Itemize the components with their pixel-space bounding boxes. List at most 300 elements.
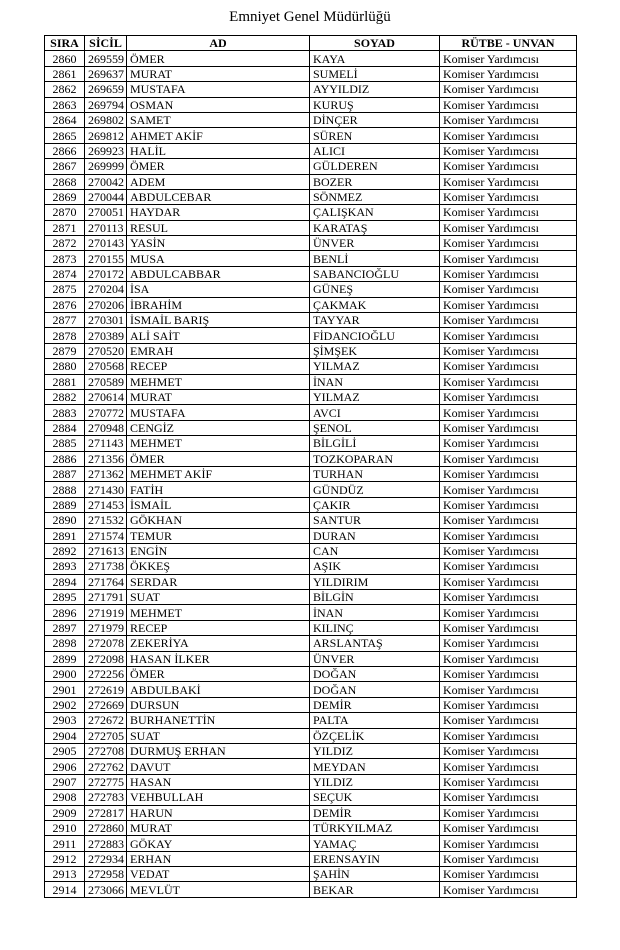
cell-soyad: ALICI (310, 143, 440, 158)
cell-sira: 2862 (45, 82, 85, 97)
cell-ad: ERHAN (127, 851, 310, 866)
table-row (45, 528, 577, 543)
cell-rutbe-unvan: Komiser Yardımcısı (440, 82, 577, 97)
table-row (45, 605, 577, 620)
cell-sicil: 271791 (85, 590, 127, 605)
table-row (45, 297, 577, 312)
cell-rutbe-unvan: Komiser Yardımcısı (440, 620, 577, 635)
cell-sicil: 270301 (85, 313, 127, 328)
cell-ad: ENGİN (127, 543, 310, 558)
cell-sicil: 272775 (85, 774, 127, 789)
table-row (45, 574, 577, 589)
cell-sira: 2860 (45, 51, 85, 66)
cell-soyad: DOĞAN (310, 682, 440, 697)
table-row (45, 820, 577, 835)
cell-ad: MEHMET (127, 436, 310, 451)
cell-sicil: 270614 (85, 389, 127, 404)
cell-sira: 2891 (45, 528, 85, 543)
table-row (45, 466, 577, 481)
cell-rutbe-unvan: Komiser Yardımcısı (440, 790, 577, 805)
cell-soyad: AVCI (310, 405, 440, 420)
header-soyad: SOYAD (310, 36, 440, 51)
cell-sira: 2871 (45, 220, 85, 235)
cell-sira: 2869 (45, 189, 85, 204)
cell-rutbe-unvan: Komiser Yardımcısı (440, 497, 577, 512)
cell-soyad: MEYDAN (310, 759, 440, 774)
header-ad: AD (127, 36, 310, 51)
table-row (45, 667, 577, 682)
cell-sira: 2873 (45, 251, 85, 266)
cell-rutbe-unvan: Komiser Yardımcısı (440, 697, 577, 712)
cell-ad: RECEP (127, 359, 310, 374)
cell-sicil: 271453 (85, 497, 127, 512)
cell-sicil: 272256 (85, 667, 127, 682)
cell-ad: GÖKHAN (127, 513, 310, 528)
table-row (45, 728, 577, 743)
header-row (45, 36, 577, 51)
table-row (45, 143, 577, 158)
cell-sicil: 269999 (85, 159, 127, 174)
cell-soyad: ÜNVER (310, 236, 440, 251)
cell-sira: 2864 (45, 112, 85, 127)
cell-ad: MEHMET (127, 374, 310, 389)
cell-soyad: SÜREN (310, 128, 440, 143)
cell-sicil: 270113 (85, 220, 127, 235)
cell-soyad: TOZKOPARAN (310, 451, 440, 466)
header-rutbe-unvan: RÜTBE - UNVAN (440, 36, 577, 51)
cell-sicil: 270143 (85, 236, 127, 251)
cell-sira: 2893 (45, 559, 85, 574)
cell-sira: 2882 (45, 389, 85, 404)
cell-rutbe-unvan: Komiser Yardımcısı (440, 51, 577, 66)
cell-soyad: BİLGİN (310, 590, 440, 605)
cell-sira: 2913 (45, 867, 85, 882)
cell-soyad: TÜRKYILMAZ (310, 820, 440, 835)
cell-sira: 2874 (45, 266, 85, 281)
cell-ad: GÖKAY (127, 836, 310, 851)
cell-sicil: 271979 (85, 620, 127, 635)
cell-ad: AHMET AKİF (127, 128, 310, 143)
cell-rutbe-unvan: Komiser Yardımcısı (440, 174, 577, 189)
cell-sicil: 272762 (85, 759, 127, 774)
cell-rutbe-unvan: Komiser Yardımcısı (440, 251, 577, 266)
table-row (45, 713, 577, 728)
cell-soyad: SUMELİ (310, 66, 440, 81)
cell-sicil: 272672 (85, 713, 127, 728)
cell-sicil: 272883 (85, 836, 127, 851)
cell-sicil: 271430 (85, 482, 127, 497)
cell-rutbe-unvan: Komiser Yardımcısı (440, 574, 577, 589)
cell-sicil: 271143 (85, 436, 127, 451)
cell-sira: 2899 (45, 651, 85, 666)
cell-soyad: BEKAR (310, 882, 440, 897)
cell-sicil: 270044 (85, 189, 127, 204)
cell-soyad: DEMİR (310, 697, 440, 712)
cell-rutbe-unvan: Komiser Yardımcısı (440, 266, 577, 281)
table-row (45, 389, 577, 404)
table-row (45, 836, 577, 851)
cell-soyad: ŞİMŞEK (310, 343, 440, 358)
cell-rutbe-unvan: Komiser Yardımcısı (440, 743, 577, 758)
table-row (45, 436, 577, 451)
cell-sira: 2911 (45, 836, 85, 851)
cell-sira: 2898 (45, 636, 85, 651)
cell-sicil: 272705 (85, 728, 127, 743)
header-sira: SIRA (45, 36, 85, 51)
cell-sira: 2866 (45, 143, 85, 158)
cell-ad: MUSTAFA (127, 82, 310, 97)
cell-ad: DAVUT (127, 759, 310, 774)
table-row (45, 112, 577, 127)
table-row (45, 697, 577, 712)
cell-soyad: ÇAKIR (310, 497, 440, 512)
cell-soyad: CAN (310, 543, 440, 558)
table-row (45, 636, 577, 651)
cell-soyad: SÖNMEZ (310, 189, 440, 204)
cell-sira: 2870 (45, 205, 85, 220)
cell-ad: MEHMET AKİF (127, 466, 310, 481)
cell-sira: 2889 (45, 497, 85, 512)
cell-sira: 2907 (45, 774, 85, 789)
cell-ad: MURAT (127, 820, 310, 835)
cell-sicil: 271764 (85, 574, 127, 589)
cell-sicil: 270204 (85, 282, 127, 297)
cell-sira: 2895 (45, 590, 85, 605)
table-row (45, 359, 577, 374)
cell-rutbe-unvan: Komiser Yardımcısı (440, 297, 577, 312)
cell-ad: ALİ SAİT (127, 328, 310, 343)
cell-ad: FATİH (127, 482, 310, 497)
cell-rutbe-unvan: Komiser Yardımcısı (440, 389, 577, 404)
cell-ad: MEHMET (127, 605, 310, 620)
cell-ad: MURAT (127, 389, 310, 404)
table-row (45, 620, 577, 635)
cell-rutbe-unvan: Komiser Yardımcısı (440, 220, 577, 235)
cell-sira: 2876 (45, 297, 85, 312)
cell-rutbe-unvan: Komiser Yardımcısı (440, 851, 577, 866)
cell-ad: VEDAT (127, 867, 310, 882)
cell-rutbe-unvan: Komiser Yardımcısı (440, 143, 577, 158)
cell-rutbe-unvan: Komiser Yardımcısı (440, 636, 577, 651)
cell-rutbe-unvan: Komiser Yardımcısı (440, 528, 577, 543)
cell-sicil: 271574 (85, 528, 127, 543)
cell-ad: ABDULBAKİ (127, 682, 310, 697)
table-row (45, 543, 577, 558)
cell-ad: ZEKERİYA (127, 636, 310, 651)
cell-sira: 2908 (45, 790, 85, 805)
cell-soyad: KILINÇ (310, 620, 440, 635)
cell-soyad: BENLİ (310, 251, 440, 266)
cell-ad: HAYDAR (127, 205, 310, 220)
cell-soyad: GÜNDÜZ (310, 482, 440, 497)
cell-soyad: FİDANCIOĞLU (310, 328, 440, 343)
cell-sicil: 269923 (85, 143, 127, 158)
cell-sicil: 270948 (85, 420, 127, 435)
cell-ad: İSMAİL BARIŞ (127, 313, 310, 328)
cell-soyad: PALTA (310, 713, 440, 728)
cell-rutbe-unvan: Komiser Yardımcısı (440, 451, 577, 466)
cell-soyad: YILMAZ (310, 389, 440, 404)
table-body (45, 51, 577, 897)
cell-sicil: 270206 (85, 297, 127, 312)
cell-soyad: SABANCIOĞLU (310, 266, 440, 281)
cell-soyad: DOĞAN (310, 667, 440, 682)
header-sicil: SİCİL (85, 36, 127, 51)
cell-sira: 2872 (45, 236, 85, 251)
cell-rutbe-unvan: Komiser Yardımcısı (440, 205, 577, 220)
cell-ad: CENGİZ (127, 420, 310, 435)
table-row (45, 867, 577, 882)
cell-sicil: 271919 (85, 605, 127, 620)
cell-sira: 2909 (45, 805, 85, 820)
cell-rutbe-unvan: Komiser Yardımcısı (440, 313, 577, 328)
cell-sira: 2875 (45, 282, 85, 297)
cell-sira: 2881 (45, 374, 85, 389)
cell-soyad: GÜLDEREN (310, 159, 440, 174)
cell-sira: 2902 (45, 697, 85, 712)
cell-ad: SUAT (127, 728, 310, 743)
cell-sicil: 269637 (85, 66, 127, 81)
cell-rutbe-unvan: Komiser Yardımcısı (440, 374, 577, 389)
cell-soyad: ARSLANTAŞ (310, 636, 440, 651)
cell-rutbe-unvan: Komiser Yardımcısı (440, 820, 577, 835)
cell-ad: HASAN (127, 774, 310, 789)
table-row (45, 66, 577, 81)
cell-ad: ÖKKEŞ (127, 559, 310, 574)
cell-sira: 2910 (45, 820, 85, 835)
cell-rutbe-unvan: Komiser Yardımcısı (440, 836, 577, 851)
table-row (45, 790, 577, 805)
cell-soyad: İNAN (310, 374, 440, 389)
cell-sicil: 272669 (85, 697, 127, 712)
cell-sira: 2880 (45, 359, 85, 374)
cell-sicil: 272958 (85, 867, 127, 882)
cell-rutbe-unvan: Komiser Yardımcısı (440, 682, 577, 697)
cell-soyad: ÇALIŞKAN (310, 205, 440, 220)
cell-sicil: 270568 (85, 359, 127, 374)
cell-ad: ÖMER (127, 451, 310, 466)
cell-soyad: ÇAKMAK (310, 297, 440, 312)
table-row (45, 590, 577, 605)
cell-ad: MUSTAFA (127, 405, 310, 420)
cell-sicil: 269794 (85, 97, 127, 112)
cell-soyad: DİNÇER (310, 112, 440, 127)
cell-ad: ABDULCABBAR (127, 266, 310, 281)
cell-ad: HASAN İLKER (127, 651, 310, 666)
cell-soyad: YILDIZ (310, 743, 440, 758)
table-row (45, 174, 577, 189)
table-row (45, 882, 577, 897)
cell-rutbe-unvan: Komiser Yardımcısı (440, 774, 577, 789)
cell-sira: 2912 (45, 851, 85, 866)
cell-ad: MEVLÜT (127, 882, 310, 897)
cell-sicil: 271356 (85, 451, 127, 466)
cell-sira: 2892 (45, 543, 85, 558)
cell-rutbe-unvan: Komiser Yardımcısı (440, 112, 577, 127)
cell-sicil: 269802 (85, 112, 127, 127)
cell-sicil: 269812 (85, 128, 127, 143)
cell-soyad: ŞENOL (310, 420, 440, 435)
cell-soyad: DEMİR (310, 805, 440, 820)
table-row (45, 51, 577, 66)
cell-soyad: AŞIK (310, 559, 440, 574)
cell-sicil: 270051 (85, 205, 127, 220)
cell-rutbe-unvan: Komiser Yardımcısı (440, 466, 577, 481)
cell-soyad: YILDIZ (310, 774, 440, 789)
cell-sira: 2861 (45, 66, 85, 81)
cell-rutbe-unvan: Komiser Yardımcısı (440, 543, 577, 558)
cell-ad: ÖMER (127, 159, 310, 174)
cell-sira: 2863 (45, 97, 85, 112)
cell-sicil: 272078 (85, 636, 127, 651)
cell-ad: BURHANETTİN (127, 713, 310, 728)
table-row (45, 251, 577, 266)
table-row (45, 328, 577, 343)
cell-ad: VEHBULLAH (127, 790, 310, 805)
table-row (45, 189, 577, 204)
cell-rutbe-unvan: Komiser Yardımcısı (440, 159, 577, 174)
table-row (45, 497, 577, 512)
cell-rutbe-unvan: Komiser Yardımcısı (440, 420, 577, 435)
cell-ad: HALİL (127, 143, 310, 158)
table-row (45, 405, 577, 420)
cell-sicil: 271362 (85, 466, 127, 481)
cell-sira: 2896 (45, 605, 85, 620)
cell-rutbe-unvan: Komiser Yardımcısı (440, 405, 577, 420)
cell-ad: İSMAİL (127, 497, 310, 512)
cell-ad: İBRAHİM (127, 297, 310, 312)
cell-sicil: 272860 (85, 820, 127, 835)
cell-rutbe-unvan: Komiser Yardımcısı (440, 482, 577, 497)
cell-soyad: SANTUR (310, 513, 440, 528)
cell-sicil: 269559 (85, 51, 127, 66)
cell-rutbe-unvan: Komiser Yardımcısı (440, 867, 577, 882)
table-row (45, 236, 577, 251)
table-row (45, 420, 577, 435)
cell-ad: MURAT (127, 66, 310, 81)
cell-soyad: YILMAZ (310, 359, 440, 374)
cell-ad: ÖMER (127, 51, 310, 66)
cell-soyad: SEÇUK (310, 790, 440, 805)
cell-sira: 2887 (45, 466, 85, 481)
cell-sira: 2901 (45, 682, 85, 697)
cell-sira: 2900 (45, 667, 85, 682)
table-row (45, 82, 577, 97)
cell-sira: 2867 (45, 159, 85, 174)
cell-sira: 2914 (45, 882, 85, 897)
cell-rutbe-unvan: Komiser Yardımcısı (440, 343, 577, 358)
table-row (45, 851, 577, 866)
table-row (45, 266, 577, 281)
cell-sicil: 272619 (85, 682, 127, 697)
cell-rutbe-unvan: Komiser Yardımcısı (440, 236, 577, 251)
cell-sicil: 270520 (85, 343, 127, 358)
cell-rutbe-unvan: Komiser Yardımcısı (440, 713, 577, 728)
cell-ad: SUAT (127, 590, 310, 605)
cell-soyad: KAYA (310, 51, 440, 66)
cell-sicil: 272934 (85, 851, 127, 866)
cell-sira: 2894 (45, 574, 85, 589)
table-row (45, 682, 577, 697)
cell-sira: 2884 (45, 420, 85, 435)
cell-sira: 2897 (45, 620, 85, 635)
table-row (45, 205, 577, 220)
cell-sira: 2883 (45, 405, 85, 420)
cell-sira: 2886 (45, 451, 85, 466)
cell-soyad: AYYILDIZ (310, 82, 440, 97)
table-header (45, 36, 577, 51)
cell-soyad: TURHAN (310, 466, 440, 481)
cell-rutbe-unvan: Komiser Yardımcısı (440, 559, 577, 574)
cell-rutbe-unvan: Komiser Yardımcısı (440, 759, 577, 774)
personnel-table (44, 35, 577, 898)
cell-sicil: 270589 (85, 374, 127, 389)
cell-ad: ADEM (127, 174, 310, 189)
cell-sicil: 270772 (85, 405, 127, 420)
cell-sira: 2906 (45, 759, 85, 774)
cell-soyad: TAYYAR (310, 313, 440, 328)
table-row (45, 805, 577, 820)
cell-rutbe-unvan: Komiser Yardımcısı (440, 282, 577, 297)
cell-sicil: 272708 (85, 743, 127, 758)
cell-ad: RESUL (127, 220, 310, 235)
table-row (45, 159, 577, 174)
document-title: Emniyet Genel Müdürlüğü (229, 9, 391, 25)
cell-ad: OSMAN (127, 97, 310, 112)
cell-sira: 2868 (45, 174, 85, 189)
cell-sira: 2877 (45, 313, 85, 328)
cell-rutbe-unvan: Komiser Yardımcısı (440, 436, 577, 451)
table-row (45, 513, 577, 528)
cell-ad: YASİN (127, 236, 310, 251)
cell-soyad: GÜNEŞ (310, 282, 440, 297)
cell-ad: DURMUŞ ERHAN (127, 743, 310, 758)
cell-rutbe-unvan: Komiser Yardımcısı (440, 513, 577, 528)
table-row (45, 651, 577, 666)
cell-rutbe-unvan: Komiser Yardımcısı (440, 66, 577, 81)
cell-rutbe-unvan: Komiser Yardımcısı (440, 590, 577, 605)
cell-ad: RECEP (127, 620, 310, 635)
cell-rutbe-unvan: Komiser Yardımcısı (440, 97, 577, 112)
cell-soyad: KARATAŞ (310, 220, 440, 235)
cell-sira: 2885 (45, 436, 85, 451)
cell-soyad: YILDIRIM (310, 574, 440, 589)
cell-sira: 2905 (45, 743, 85, 758)
cell-sira: 2903 (45, 713, 85, 728)
table-row (45, 313, 577, 328)
cell-rutbe-unvan: Komiser Yardımcısı (440, 605, 577, 620)
cell-rutbe-unvan: Komiser Yardımcısı (440, 882, 577, 897)
cell-rutbe-unvan: Komiser Yardımcısı (440, 667, 577, 682)
cell-soyad: YAMAÇ (310, 836, 440, 851)
cell-sira: 2865 (45, 128, 85, 143)
cell-soyad: ŞAHİN (310, 867, 440, 882)
cell-sicil: 272098 (85, 651, 127, 666)
cell-sicil: 272783 (85, 790, 127, 805)
table-row (45, 759, 577, 774)
cell-ad: ABDULCEBAR (127, 189, 310, 204)
table-row (45, 343, 577, 358)
cell-sicil: 269659 (85, 82, 127, 97)
cell-sicil: 270042 (85, 174, 127, 189)
cell-ad: HARUN (127, 805, 310, 820)
cell-soyad: BİLGİLİ (310, 436, 440, 451)
cell-ad: ÖMER (127, 667, 310, 682)
cell-sicil: 272817 (85, 805, 127, 820)
cell-sira: 2890 (45, 513, 85, 528)
cell-rutbe-unvan: Komiser Yardımcısı (440, 128, 577, 143)
cell-sicil: 271532 (85, 513, 127, 528)
